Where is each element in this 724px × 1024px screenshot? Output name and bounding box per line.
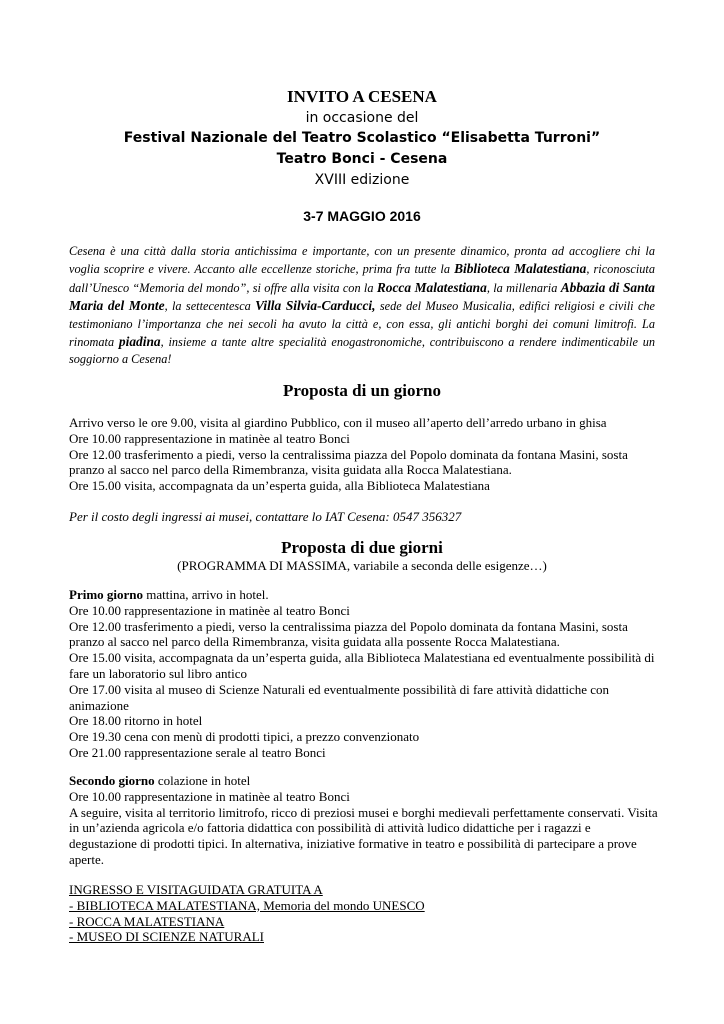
two-days-heading: Proposta di due giorni xyxy=(281,538,443,557)
day-two-line: A seguire, visita al territorio limitrofo, ricco di preziosi musei e borghi medievali perfettamente conservati. Visita in un’azienda agricola e/o fattoria didattica con possibilità di attività ludico didattiche per i ragazzi e degustazione di prodotti tipici. In alternativa, iniziative formative in teatro e possibilità di partecipare a prove aperte. xyxy=(69,804,658,867)
day-one-line: Ore 19.30 cena con menù di prodotti tipici, a prezzo convenzionato xyxy=(69,729,420,745)
day-one-line: Ore 18.00 ritorno in hotel xyxy=(69,713,203,729)
day-one-line: Ore 12.00 trasferimento a piedi, verso la centralissima piazza del Popolo dominata da fontana Masini, sosta pranzo al sacco nel parco della Rimembranza, visita guidata alla possente Rocca Malatestiana. xyxy=(69,618,628,650)
one-day-heading: Proposta di un giorno xyxy=(283,381,441,400)
day-one-line: Ore 15.00 visita, accompagnata da un’esperta guida, alla Biblioteca Malatestiana ed eventualmente possibilità di fare un laboratorio sul libro antico xyxy=(69,650,655,681)
day-one-line: Ore 10.00 rappresentazione in matinèe al teatro Bonci xyxy=(69,602,350,618)
festival-name: Festival Nazionale del Teatro Scolastico “Elisabetta Turroni” xyxy=(123,130,601,146)
one-day-line: Ore 10.00 rappresentazione in matinèe al teatro Bonci xyxy=(69,430,350,446)
event-dates: 3-7 MAGGIO 2016 xyxy=(303,208,421,224)
day-one-line: Ore 17.00 visita al museo di Scienze Naturali ed eventualmente possibilità di fare attività didattiche con animazione xyxy=(69,681,610,713)
occasion-line: in occasione del xyxy=(305,110,419,126)
intro-text-4: , la settecentesca xyxy=(164,299,256,314)
day-two-breakfast: colazione in hotel xyxy=(154,773,251,788)
header xyxy=(0,86,724,190)
day-one-first-line xyxy=(69,587,659,603)
free-entry-title: INGRESSO E VISITAGUIDATA GRATUITA A xyxy=(69,882,323,897)
intro-rocca: Rocca Malatestiana xyxy=(376,279,487,295)
document-title: INVITO A CESENA xyxy=(287,87,437,106)
one-day-line: Ore 15.00 visita, accompagnata da un’esperta guida, alla Biblioteca Malatestiana xyxy=(69,478,490,494)
day-two-line: Ore 10.00 rappresentazione in matinèe al teatro Bonci xyxy=(69,788,350,804)
venue-name: Teatro Bonci - Cesena xyxy=(276,151,448,167)
museum-cost-note: Per il costo degli ingressi ai musei, contattare lo IAT Cesena: 0547 356327 xyxy=(69,509,462,524)
free-entry-item: - MUSEO DI SCIENZE NATURALI xyxy=(69,929,264,945)
one-day-line: Ore 12.00 trasferimento a piedi, verso la centralissima piazza del Popolo dominata da fontana Masini, sosta pranzo al sacco nel parco della Rimembranza, visita guidata alla Rocca Malatestiana. xyxy=(69,446,628,478)
intro-abbazia: Abbazia di Santa Maria del Monte xyxy=(69,279,655,314)
two-days-subheading: (PROGRAMMA DI MASSIMA, variabile a seconda delle esigenze…) xyxy=(177,558,547,573)
day-two-first-line xyxy=(69,773,659,789)
free-entry-item: - BIBLIOTECA MALATESTIANA, Memoria del mondo UNESCO xyxy=(69,897,425,913)
day-one-line: Ore 21.00 rappresentazione serale al teatro Bonci xyxy=(69,744,326,760)
day-one-program xyxy=(69,587,659,761)
one-day-program xyxy=(69,415,659,494)
edition-line: XVIII edizione xyxy=(314,172,410,188)
intro-text-1: Cesena è una città dalla storia antichissima e importante, con un presente dinamico, pronta ad accogliere chi la voglia scoprire e vivere. Accanto alle eccellenze storiche, prima fra tutte la xyxy=(69,244,655,277)
intro-paragraph xyxy=(69,243,655,369)
intro-text-5: sede del Museo Musicalia, edifici religiosi e civili che testimoniano l’importanza che nei secoli ha avuto la città e, con essa, gli antichi borghi dei comuni limitrofi. La rinomata xyxy=(69,299,656,350)
one-day-line: Arrivo verso le ore 9.00, visita al giardino Pubblico, con il museo all’aperto dell’arredo urbano in ghisa xyxy=(69,415,607,430)
day-one-label: Primo giorno xyxy=(69,587,144,602)
free-entry-item: - ROCCA MALATESTIANA xyxy=(69,913,225,929)
intro-biblioteca: Biblioteca Malatestiana xyxy=(454,261,587,277)
intro-villa: Villa Silvia-Carducci, xyxy=(255,298,376,314)
day-two-program xyxy=(69,773,659,868)
intro-text-6: , insieme a tante altre specialità enogastronomiche, contribuiscono a rendere indimenticabile un soggiorno a Cesena! xyxy=(69,335,656,367)
intro-piadina: piadina xyxy=(118,334,161,350)
intro-text-2: , riconosciuta dall’Unesco “Memoria del mondo”, si offre alla visita con la xyxy=(69,262,655,295)
intro-text-3: , la millenaria xyxy=(486,280,561,295)
free-entry-list xyxy=(69,882,659,945)
day-one-arrival: mattina, arrivo in hotel. xyxy=(143,587,269,602)
day-two-label: Secondo giorno xyxy=(69,773,155,788)
